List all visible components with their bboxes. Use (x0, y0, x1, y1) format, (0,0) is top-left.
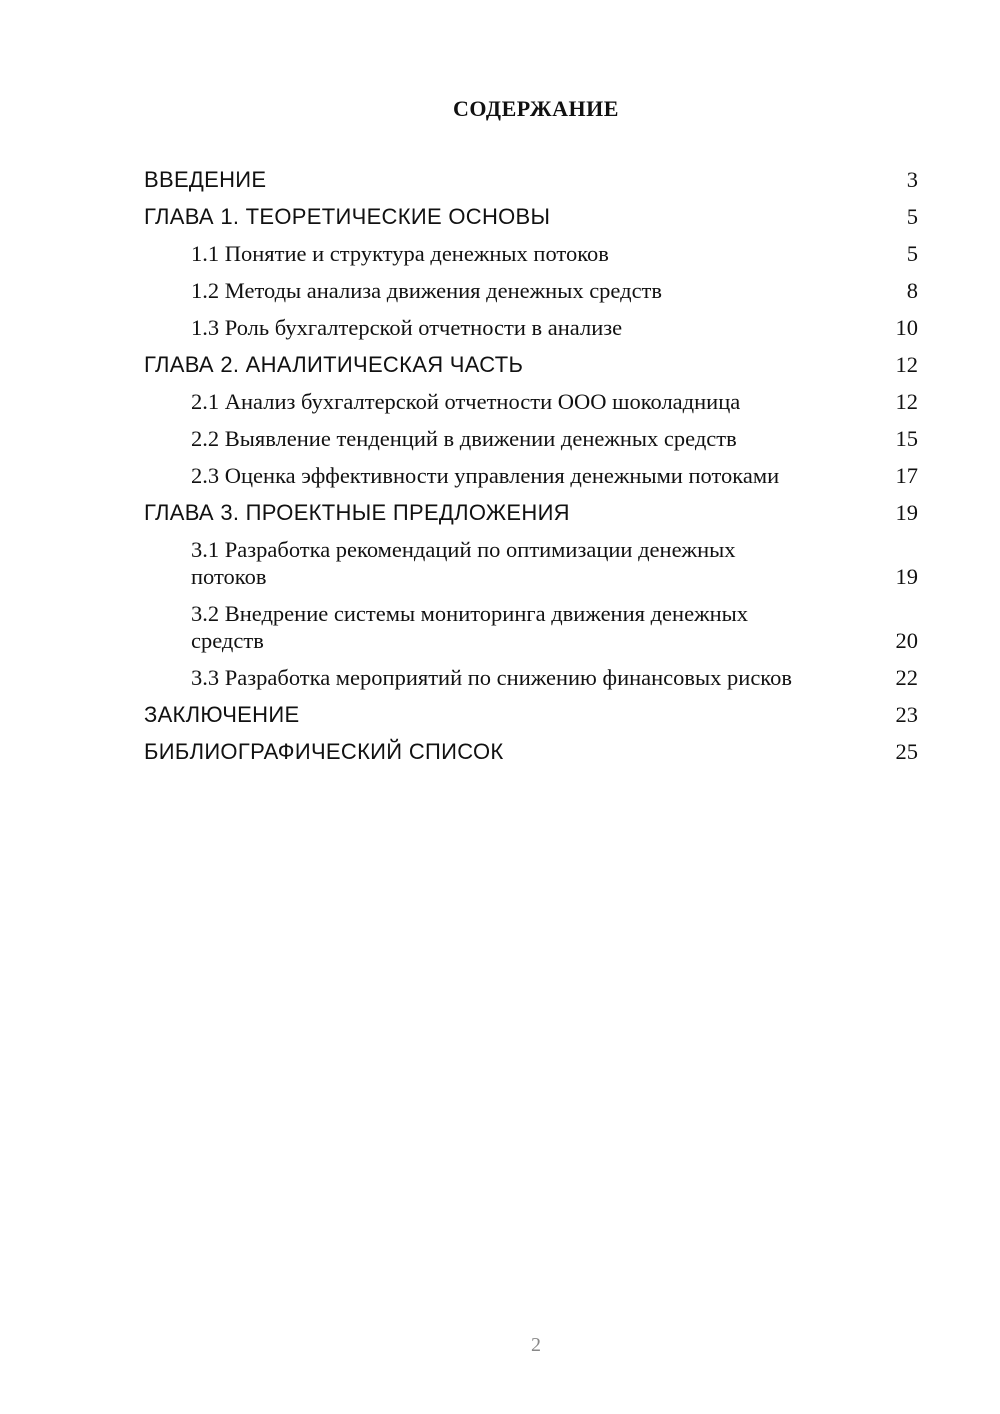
toc-item-title: 1.3 Роль бухгалтерской отчетности в анализе (191, 315, 623, 340)
toc-item-title: ГЛАВА 3. ПРОЕКТНЫЕ ПРЕДЛОЖЕНИЯ (144, 500, 570, 525)
toc-item-section-3-2[interactable] (144, 600, 918, 654)
toc-item-title: 1.1 Понятие и структура денежных потоков (191, 241, 609, 266)
page-title: СОДЕРЖАНИЕ (453, 96, 619, 121)
toc-item-page: 23 (895, 702, 918, 727)
page-number: 2 (531, 1334, 541, 1356)
toc-item-title: ЗАКЛЮЧЕНИЕ (144, 702, 300, 727)
toc-item-title: 3.1 Разработка рекомендаций по оптимизации денежных потоков (191, 537, 736, 589)
toc-item-introduction[interactable] (144, 166, 918, 193)
toc-item-section-3-1[interactable] (144, 536, 918, 590)
toc-item-section-2-1[interactable] (144, 388, 918, 415)
toc-item-page: 25 (895, 739, 918, 764)
toc-item-section-2-2[interactable] (144, 425, 918, 452)
toc-item-title: 1.2 Методы анализа движения денежных средств (191, 278, 663, 303)
toc-item-section-3-3[interactable] (144, 664, 918, 691)
toc-item-page: 17 (895, 463, 918, 488)
toc-item-section-1-1[interactable] (144, 240, 918, 267)
toc-item-page: 5 (906, 241, 918, 266)
toc-item-page: 22 (895, 665, 918, 690)
table-of-contents (144, 166, 918, 775)
toc-item-title: 3.2 Внедрение системы мониторинга движения денежных средств (191, 601, 749, 653)
toc-item-page: 5 (906, 204, 918, 229)
toc-item-section-1-2[interactable] (144, 277, 918, 304)
toc-item-conclusion[interactable] (144, 701, 918, 728)
toc-item-title: 2.2 Выявление тенденций в движении денежных средств (191, 426, 737, 451)
toc-item-page: 3 (906, 167, 918, 192)
toc-item-section-1-3[interactable] (144, 314, 918, 341)
toc-item-chapter-2[interactable] (144, 351, 918, 378)
toc-item-title: БИБЛИОГРАФИЧЕСКИЙ СПИСОК (144, 739, 504, 764)
toc-item-page: 8 (906, 278, 918, 303)
toc-item-page: 19 (895, 500, 918, 525)
toc-item-page: 12 (895, 352, 918, 377)
toc-item-title: 3.3 Разработка мероприятий по снижению финансовых рисков (191, 665, 792, 690)
toc-item-page: 15 (895, 426, 918, 451)
toc-item-section-2-3[interactable] (144, 462, 918, 489)
toc-item-title: 2.1 Анализ бухгалтерской отчетности ООО шоколадница (191, 389, 741, 414)
toc-item-chapter-3[interactable] (144, 499, 918, 526)
toc-item-chapter-1[interactable] (144, 203, 918, 230)
toc-item-title: ГЛАВА 2. АНАЛИТИЧЕСКАЯ ЧАСТЬ (144, 352, 524, 377)
toc-item-title: ГЛАВА 1. ТЕОРЕТИЧЕСКИЕ ОСНОВЫ (144, 204, 551, 229)
toc-item-page: 12 (895, 389, 918, 414)
toc-item-bibliography[interactable] (144, 738, 918, 765)
toc-item-page: 10 (895, 315, 918, 340)
toc-item-title: ВВЕДЕНИЕ (144, 167, 267, 192)
toc-item-title: 2.3 Оценка эффективности управления денежными потоками (191, 463, 780, 488)
toc-item-page: 20 (895, 628, 918, 653)
toc-item-page: 19 (895, 564, 918, 589)
